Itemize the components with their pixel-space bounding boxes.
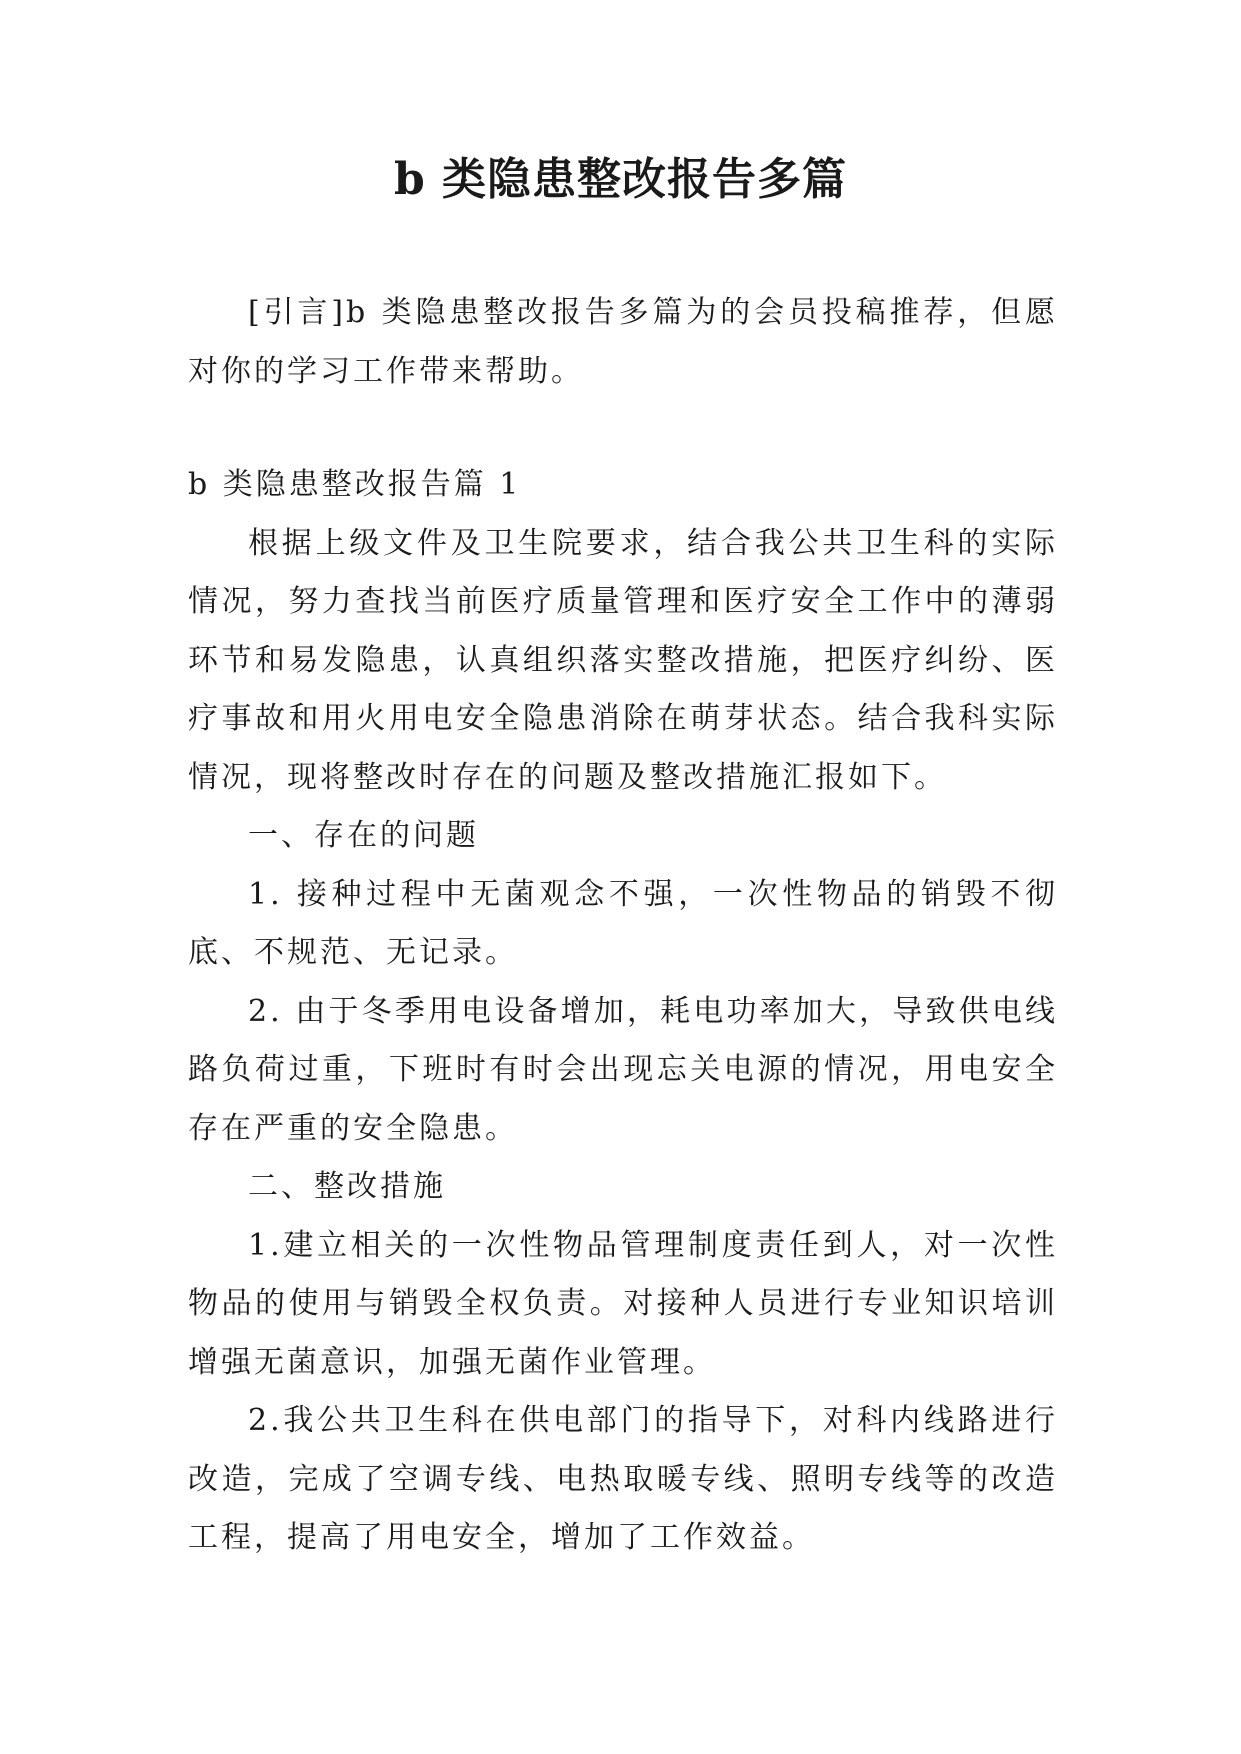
measure-item-1: 1.建立相关的一次性物品管理制度责任到人，对一次性物品的使用与销毁全权负责。对接种人员进行专业知识培训增强无菌意识，加强无菌作业管理。 xyxy=(188,1227,1058,1380)
subheading-problems: 一、存在的问题 xyxy=(248,818,479,853)
document-body xyxy=(188,284,1058,1568)
document-title: b 类隐患整改报告多篇 xyxy=(393,154,848,205)
section-heading: b 类隐患整改报告篇 1 xyxy=(188,467,522,502)
problem-item-1: 1. 接种过程中无菌观念不强，一次性物品的销毁不彻底、不规范、无记录。 xyxy=(188,876,1058,970)
spacer xyxy=(188,401,1058,456)
body-paragraph: 根据上级文件及卫生院要求，结合我公共卫生科的实际情况，努力查找当前医疗质量管理和医疗安全工作中的薄弱环节和易发隐患，认真组织落实整改措施，把医疗纠纷、医疗事故和用火用电安全隐患消除在萌芽状态。结合我科实际情况，现将整改时存在的问题及整改措施汇报如下。 xyxy=(188,525,1058,795)
intro-paragraph: [引言]b 类隐患整改报告多篇为的会员投稿推荐，但愿对你的学习工作带来帮助。 xyxy=(188,295,1058,389)
subheading-measures: 二、整改措施 xyxy=(248,1169,446,1204)
measure-item-2: 2.我公共卫生科在供电部门的指导下，对科内线路进行改造，完成了空调专线、电热取暖专线、照明专线等的改造工程，提高了用电安全，增加了工作效益。 xyxy=(188,1403,1058,1555)
problem-item-2: 2. 由于冬季用电设备增加，耗电功率加大，导致供电线路负荷过重，下班时有时会出现忘关电源的情况，用电安全存在严重的安全隐患。 xyxy=(188,993,1058,1146)
